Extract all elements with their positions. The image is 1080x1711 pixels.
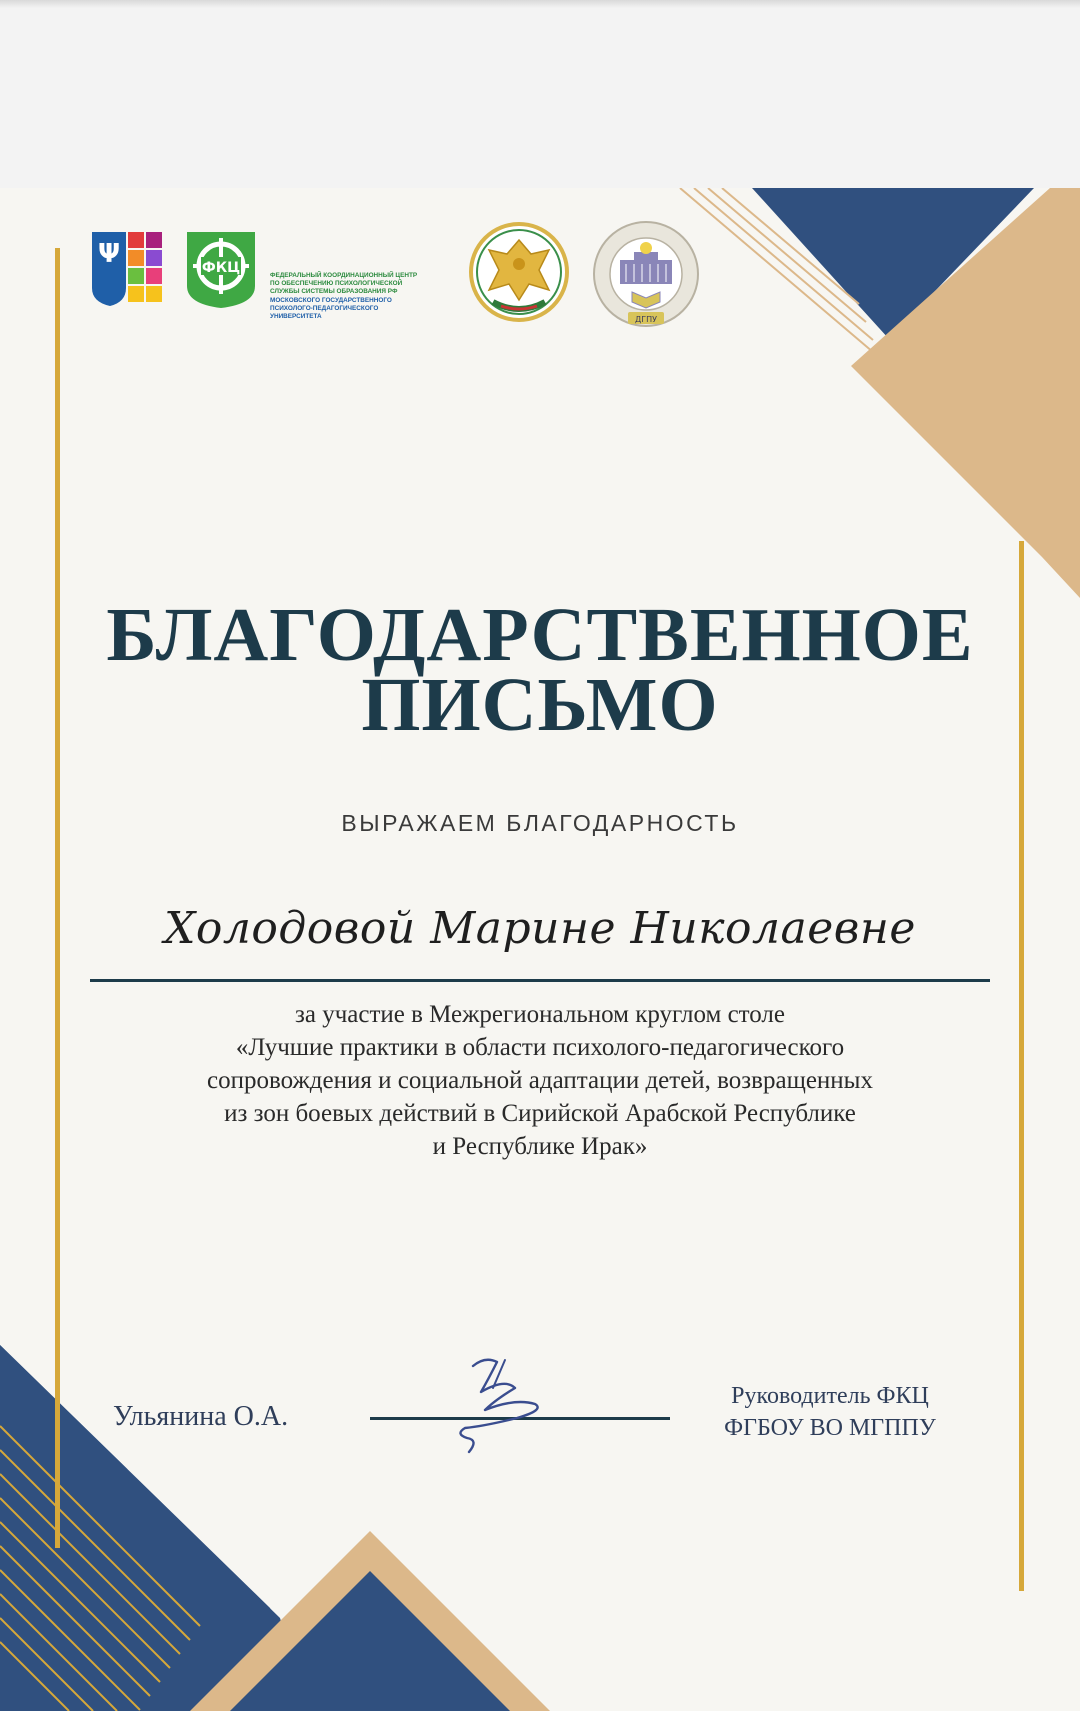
certificate-title xyxy=(0,593,1080,747)
body-line: из зон боевых действий в Сирийской Арабской Республике xyxy=(224,1100,856,1127)
certificate-body xyxy=(80,998,1000,1163)
fkc-line: ПО ОБЕСПЕЧЕНИЮ ПСИХОЛОГИЧЕСКОЙ xyxy=(270,280,403,288)
signer-title-line: Руководитель ФКЦ xyxy=(731,1383,929,1409)
dgpu-badge-text: ДГПУ xyxy=(634,315,658,324)
body-line: сопровождения и социальной адаптации детей, возвращенных xyxy=(207,1067,873,1094)
recipient-name: Холодовой Марине Николаевне xyxy=(164,903,916,954)
logo-row xyxy=(90,228,730,324)
certificate-subtitle: ВЫРАЖАЕМ БЛАГОДАРНОСТЬ xyxy=(341,810,739,836)
dgpu-seal-icon xyxy=(590,218,702,330)
fkc-logo-icon xyxy=(183,228,259,310)
svg-text:Ψ: Ψ xyxy=(98,239,121,269)
body-line: за участие в Межрегиональном круглом столе xyxy=(294,1001,786,1028)
fkc-line: ПСИХОЛОГО-ПЕДАГОГИЧЕСКОГО xyxy=(270,304,379,312)
fkc-line: МОСКОВСКОГО ГОСУДАРСТВЕННОГО xyxy=(270,296,392,304)
body-line: и Республике Ирак» xyxy=(432,1133,648,1160)
dagestan-emblem-icon xyxy=(465,220,573,324)
recipient-underline xyxy=(90,979,990,982)
fkc-line: УНИВЕРСИТЕТА xyxy=(270,313,322,321)
fkc-badge-text: ФКЦ xyxy=(201,260,241,276)
mgppu-logo-icon xyxy=(90,228,164,310)
left-gold-border xyxy=(55,248,60,1548)
title-line: ПИСЬМО xyxy=(361,663,719,747)
viewer-top-bar xyxy=(0,0,1080,8)
fkc-line: ФЕДЕРАЛЬНЫЙ КООРДИНАЦИОННЫЙ ЦЕНТР xyxy=(270,272,418,279)
handwritten-signature-icon xyxy=(445,1348,575,1458)
signer-title xyxy=(700,1380,960,1444)
title-line: БЛАГОДАРСТВЕННОЕ xyxy=(106,593,974,677)
certificate-page xyxy=(0,188,1080,1711)
body-line: «Лучшие практики в области психолого-педагогического xyxy=(235,1034,845,1061)
fkc-line: СЛУЖБЫ СИСТЕМЫ ОБРАЗОВАНИЯ РФ xyxy=(270,288,398,296)
signer-name: Ульянина О.А. xyxy=(113,1401,289,1432)
signer-title-line: ФГБОУ ВО МГППУ xyxy=(724,1415,936,1441)
fkc-description xyxy=(270,272,440,321)
